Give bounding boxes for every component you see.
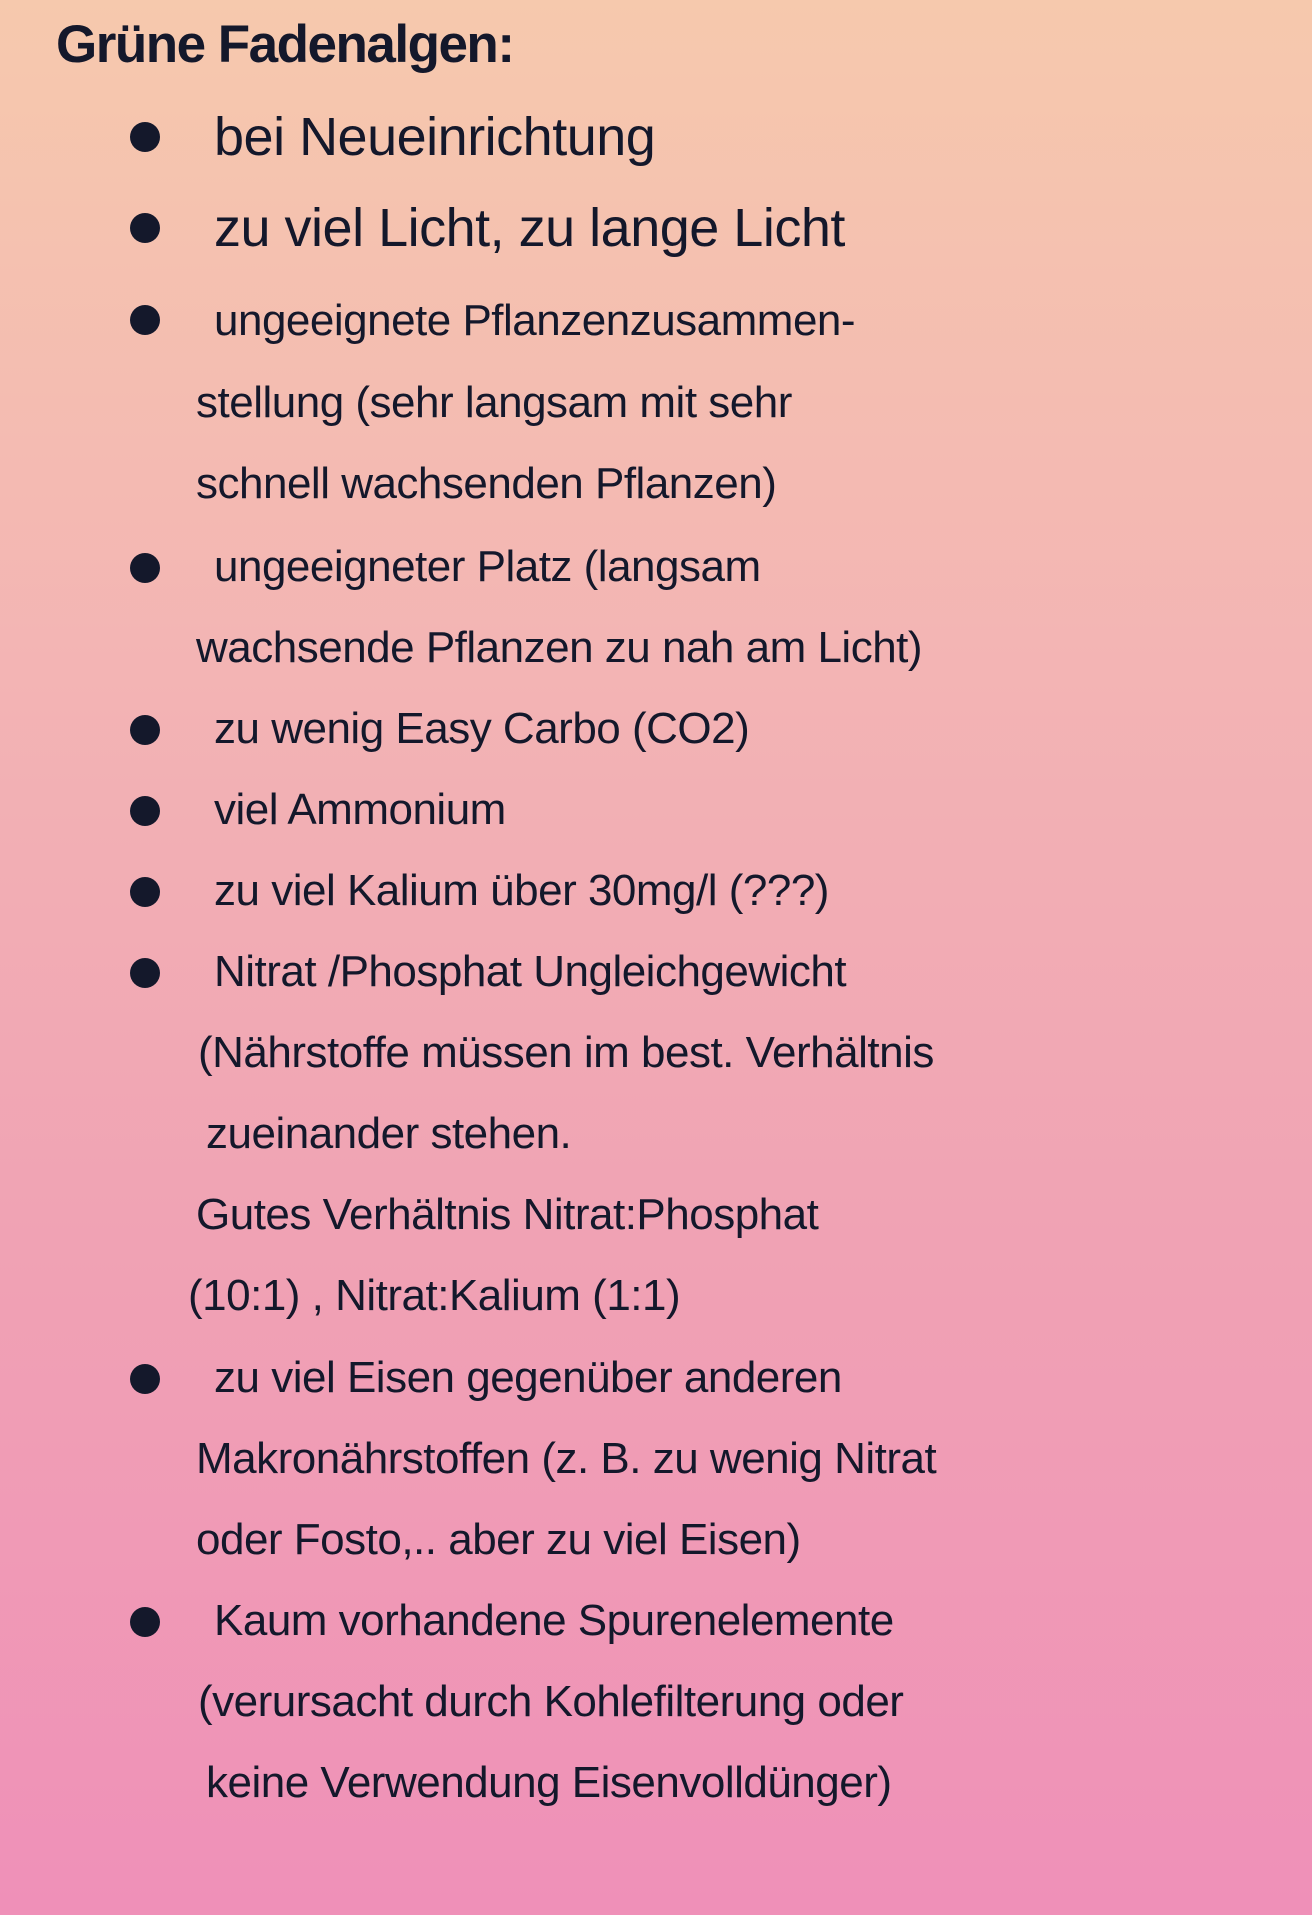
list-item-line: wachsende Pflanzen zu nah am Licht) xyxy=(196,623,923,672)
list-item-line: zu viel Licht, zu lange Licht xyxy=(214,198,845,258)
list-item-line: ungeeigneter Platz (langsam xyxy=(214,542,761,591)
list-item-line: viel Ammonium xyxy=(214,785,506,834)
list-item-line: (Nährstoffe müssen im best. Verhältnis xyxy=(198,1028,934,1077)
list-item-line: Gutes Verhältnis Nitrat:Phosphat xyxy=(196,1190,819,1239)
bullet-icon xyxy=(130,958,160,988)
page-title xyxy=(56,12,513,78)
title-text: Grüne Fadenalgen xyxy=(56,15,498,74)
bullet-icon xyxy=(130,213,160,243)
bullet-icon xyxy=(130,877,160,907)
list-item-line: Nitrat /Phosphat Ungleichgewicht xyxy=(214,947,847,996)
list-item-line: schnell wachsenden Pflanzen) xyxy=(196,459,777,508)
bullet-icon xyxy=(130,1607,160,1637)
list-item-line: stellung (sehr langsam mit sehr xyxy=(196,378,792,427)
list-item-line: oder Fosto,.. aber zu viel Eisen) xyxy=(196,1515,801,1564)
list-item-line: zueinander stehen. xyxy=(206,1109,572,1158)
bullet-icon xyxy=(130,553,160,583)
title-colon: : xyxy=(497,15,514,74)
list-item-line: ungeeignete Pflanzenzusammen- xyxy=(214,296,856,345)
list-item-line: Makronährstoffen (z. B. zu wenig Nitrat xyxy=(196,1434,937,1483)
list-item-line: (verursacht durch Kohlefilterung oder xyxy=(198,1677,904,1726)
bullet-icon xyxy=(130,796,160,826)
bullet-icon xyxy=(130,305,160,335)
bullet-icon xyxy=(130,1364,160,1394)
bullet-icon xyxy=(130,122,160,152)
list-item-line: Kaum vorhandene Spurenelemente xyxy=(214,1596,894,1645)
bullet-icon xyxy=(130,715,160,745)
list-item-line: zu viel Eisen gegenüber anderen xyxy=(214,1353,842,1402)
list-item-line: zu viel Kalium über 30mg/l (???) xyxy=(214,866,829,915)
list-item-line: keine Verwendung Eisenvolldünger) xyxy=(206,1758,892,1807)
list-item-line: (10:1) , Nitrat:Kalium (1:1) xyxy=(188,1271,681,1320)
list-item-line: zu wenig Easy Carbo (CO2) xyxy=(214,704,750,753)
list-item-line: bei Neueinrichtung xyxy=(214,107,656,167)
